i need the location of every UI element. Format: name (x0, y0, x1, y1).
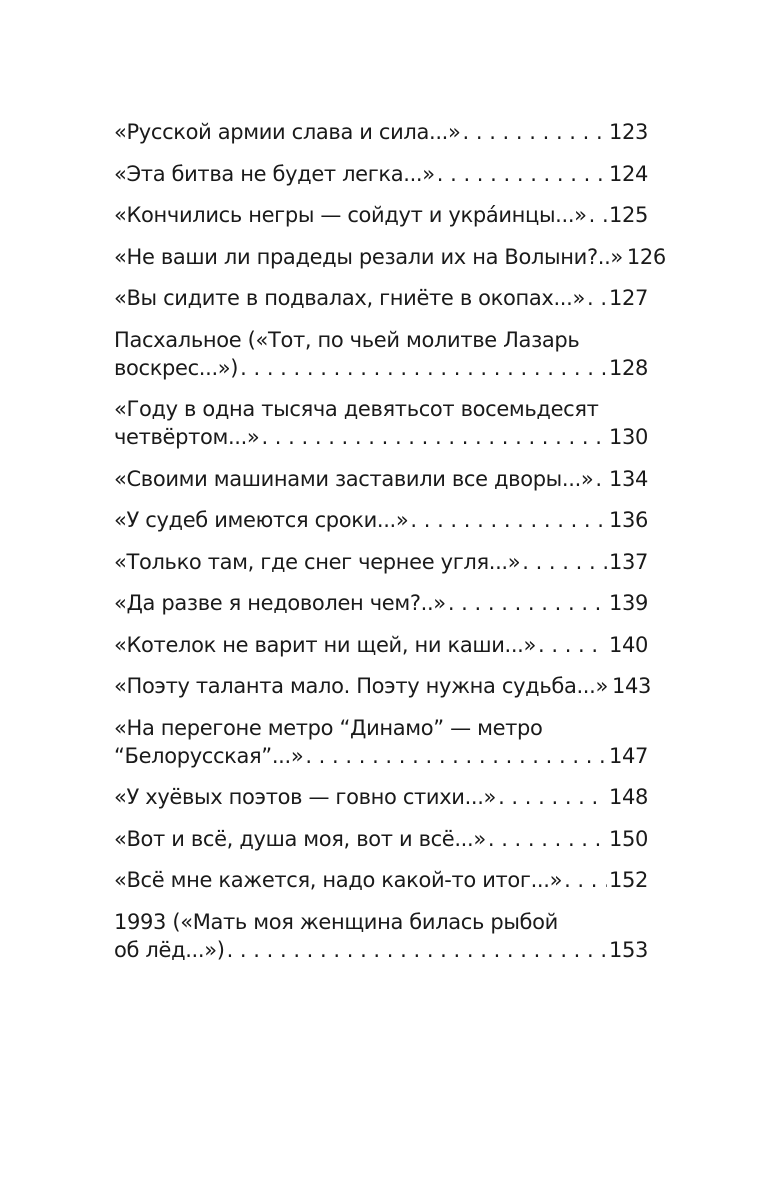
toc-entry-title: «Вот и всё, душа моя, вот и всё...» (114, 826, 486, 851)
toc-entry-line (114, 506, 648, 534)
toc-entry-title: «Своими машинами заставили все дворы...» (114, 466, 594, 491)
toc-entry-title: «Котелок не варит ни щей, ни каши...» (114, 632, 536, 657)
toc-entry-title-line: Пасхальное («Тот, по чьей молитве Лазарь (114, 327, 580, 352)
toc-entry-line (114, 866, 648, 894)
toc-entry-page-number: 143 (611, 674, 651, 698)
table-of-contents (114, 118, 666, 977)
toc-entry-title: «Кончились негры — сойдут и укра́инцы...» (114, 203, 587, 227)
toc-entry-line (114, 589, 648, 617)
toc-entry-page-number: 137 (608, 549, 648, 574)
dot-leader (240, 354, 607, 382)
toc-entry-line (114, 201, 648, 229)
dot-leader (564, 866, 607, 894)
toc-entry-page-number: 127 (608, 286, 648, 310)
toc-entry (114, 825, 648, 853)
toc-entry (114, 908, 648, 964)
toc-entry-page-number: 130 (608, 425, 648, 449)
toc-entry-page-number: 140 (608, 632, 648, 657)
toc-entry (114, 506, 648, 534)
toc-entry-line (114, 548, 648, 576)
dot-leader (589, 201, 607, 229)
toc-entry-line (114, 354, 648, 382)
toc-entry-title: «Эта битва не будет легка...» (114, 161, 435, 186)
dot-leader (463, 118, 607, 146)
toc-entry-page-number: 153 (608, 937, 648, 962)
dot-leader (488, 825, 607, 853)
toc-entry-page-number: 148 (608, 785, 648, 809)
toc-entry-page-number: 128 (608, 355, 648, 380)
toc-entry (114, 201, 648, 229)
toc-entry-line (114, 284, 648, 312)
dot-leader (522, 548, 607, 576)
toc-entry-page-number: 139 (608, 591, 648, 615)
toc-entry (114, 284, 648, 312)
toc-entry-page-number: 123 (608, 120, 648, 144)
toc-entry-line (114, 742, 648, 770)
toc-entry (114, 243, 666, 271)
toc-entry (114, 395, 648, 451)
toc-entry (114, 631, 648, 659)
toc-entry-title: «У судеб имеются сроки...» (114, 508, 409, 532)
toc-entry-page-number: 126 (626, 244, 666, 269)
toc-entry-title-line: 1993 («Мать моя женщина билась рыбой (114, 909, 558, 934)
toc-entry-title-line: «На перегоне метро “Динамо” — метро (114, 715, 543, 740)
toc-entry-title-line: «Году в одна тысяча девятьсот восемьдесят (114, 397, 599, 421)
toc-entry-page-number: 134 (608, 466, 648, 491)
dot-leader (595, 465, 607, 493)
toc-entry (114, 783, 648, 811)
toc-entry-line (114, 465, 648, 493)
toc-entry-line (114, 783, 648, 811)
toc-entry-title: четвёртом...» (114, 425, 260, 449)
toc-entry-title: воскрес...») (114, 355, 239, 380)
toc-entry-page-number: 152 (608, 868, 648, 892)
toc-entry (114, 118, 648, 146)
dot-leader (410, 506, 607, 534)
toc-entry-line (114, 118, 648, 146)
toc-entry-title: «Поэту таланта мало. Поэту нужна судьба...» (114, 674, 608, 698)
toc-entry-title: «Только там, где снег чернее угля...» (114, 549, 521, 574)
toc-entry (114, 326, 648, 382)
toc-entry-page-number: 147 (608, 743, 648, 768)
toc-entry-title: «Не ваши ли прадеды резали их на Волыни?..» (114, 244, 623, 269)
dot-leader (437, 160, 607, 188)
toc-entry (114, 672, 651, 700)
toc-entry-line (114, 936, 648, 964)
toc-entry-page-number: 125 (608, 203, 648, 227)
dot-leader (261, 423, 607, 451)
toc-entry-line (114, 160, 648, 188)
toc-entry-page-number: 124 (608, 161, 648, 186)
toc-entry-page-number: 136 (608, 508, 648, 532)
toc-entry (114, 160, 648, 188)
dot-leader (498, 783, 607, 811)
toc-entry-title: «Да разве я недоволен чем?..» (114, 591, 446, 615)
dot-leader (305, 742, 607, 770)
toc-entry-line (114, 672, 651, 700)
dot-leader (448, 589, 607, 617)
toc-entry-line (114, 243, 666, 271)
toc-entry-title: «Русской армии слава и сила...» (114, 120, 461, 144)
toc-entry (114, 866, 648, 894)
toc-entry (114, 589, 648, 617)
dot-leader (587, 284, 607, 312)
toc-entry-title: об лёд...») (114, 937, 225, 962)
toc-entry-line (114, 825, 648, 853)
toc-entry-title: «Вы сидите в подвалах, гниёте в окопах...» (114, 286, 585, 310)
dot-leader (538, 631, 607, 659)
toc-entry-title: “Белорусская”...» (114, 743, 304, 768)
toc-entry (114, 714, 648, 770)
toc-entry (114, 465, 648, 493)
dot-leader (227, 936, 607, 964)
toc-entry-line (114, 423, 648, 451)
toc-entry-page-number: 150 (608, 826, 648, 851)
toc-entry-title: «Всё мне кажется, надо какой-то итог...» (114, 868, 563, 892)
toc-entry-line (114, 631, 648, 659)
toc-entry-title: «У хуёвых поэтов — говно стихи...» (114, 785, 497, 809)
toc-entry (114, 548, 648, 576)
